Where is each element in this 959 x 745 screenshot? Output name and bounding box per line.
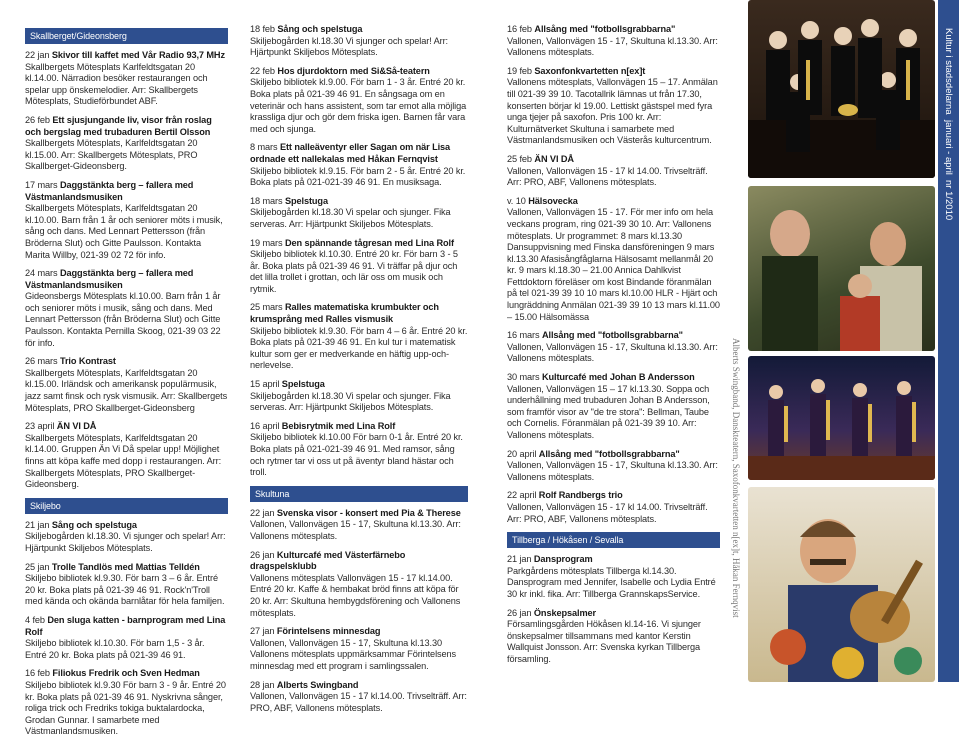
event-date: 15 april bbox=[250, 379, 280, 390]
event-name: Alberts Swingband bbox=[276, 679, 359, 690]
event-item bbox=[25, 356, 228, 414]
band-issue: nr 1/2010 bbox=[943, 180, 954, 221]
event-date: 23 april bbox=[25, 421, 55, 432]
event-text: Vallonen, Vallonvägen 15 - 17, Skultuna kl.13.30 Vallonens mötesplats uppmärksammar Förintelsens minnesdag med ett program i samlingssalen. bbox=[250, 637, 457, 671]
event-text: Gideonsbergs Mötesplats kl.10.00. Barn från 1 år och seniorer möts i musik, sång och dans. Med Lennart Pettersson (från Bröderna Slut) och Gitte Paulsson. Kontakta Pernilla Skoog, 021-39 03 22 för info. bbox=[25, 291, 221, 348]
event-text: Vallonen, Vallonvägen 15 – 17 kl.13.30. Soppa och underhållning med trubaduren Johan B Andersson, som framför visor av "de tre stora": Bellman, Taube och Cornelis. Föranmälan på 021-39 39 10. Arr: Vallonens mötesplats. bbox=[507, 383, 710, 440]
side-band bbox=[938, 0, 959, 682]
event-name: Trolle Tandlös med Mattias Telldén bbox=[51, 561, 200, 572]
event-text: Skiljebo bibliotek kl.10.30. För barn 1,5 - 3 år. Entré 20 kr. Boka plats på 021-39 46 91. bbox=[25, 638, 205, 660]
event-item bbox=[250, 680, 468, 715]
event-text: Skallbergets Mötesplats Karlfeldtsgatan 20 kl.14.00. Närradion besöker restaurangen och spelar upp önskemelodier. Arr: Skallbergets Mötesplats, Studieförbundet ABF. bbox=[25, 61, 208, 107]
event-name: Allsång med "fotbollsgrabbarna" bbox=[538, 448, 680, 459]
event-item bbox=[507, 66, 720, 147]
event-item bbox=[25, 520, 228, 555]
event-name: Spelstuga bbox=[284, 195, 328, 206]
event-name: Den sluga katten - barnprogram med Lina Rolf bbox=[25, 614, 226, 637]
event-date: 18 feb bbox=[250, 24, 275, 34]
event-item bbox=[507, 196, 720, 324]
event-item bbox=[250, 238, 468, 296]
event-name: Förintelsens minnesdag bbox=[276, 626, 381, 637]
event-date: 16 mars bbox=[507, 330, 540, 341]
event-name: Önskepsalmer bbox=[533, 607, 597, 618]
event-text: Skallbergets Mötesplats, Karlfeldtsgatan 20 kl.10.00. Barn från 1 år och seniorer möts i musik, sång och dans. Med Lennart Pettersson (från Bröderna Slut) och Gitte Paulsson. Kontakta Marita Willby, 021-39 02 72 för info. bbox=[25, 203, 223, 260]
band-title: Kultur i stadsdelarna bbox=[943, 28, 954, 115]
band-photo-art bbox=[748, 0, 935, 178]
event-text: Vallonens mötesplats Vallonvägen 15 - 17 kl.14.00. Entré 20 kr. Kaffe & hembakat bröd finns att köpa för 20 kr. Arr: Skultuna hembygdsförening och Vallonens mötesplats. bbox=[250, 572, 461, 618]
theatre-photo-art bbox=[748, 186, 935, 351]
event-name: Hälsovecka bbox=[528, 195, 578, 206]
event-date: 19 mars bbox=[250, 237, 283, 248]
event-item bbox=[507, 330, 720, 365]
event-date: 21 jan bbox=[507, 554, 532, 565]
event-item bbox=[250, 142, 468, 188]
event-item bbox=[25, 115, 228, 173]
event-date: 28 jan bbox=[250, 679, 275, 690]
event-date: 24 mars bbox=[25, 268, 58, 279]
event-name: Sång och spelstuga bbox=[51, 519, 137, 530]
event-date: v. 10 bbox=[507, 195, 526, 206]
section-header: Skallberget/Gideonsberg bbox=[25, 28, 228, 44]
event-date: 22 jan bbox=[250, 507, 275, 518]
event-text: Skiljebo bibliotek kl.10.30. Entré 20 kr. För barn 3 - 5 år. Boka plats på 021-39 46 91. Vi träffar på djur och det lilla trollet i grottan, och lär oss om musik och rytmik. bbox=[250, 249, 458, 294]
event-date: 30 mars bbox=[507, 372, 540, 383]
event-item bbox=[507, 490, 720, 525]
event-item bbox=[507, 554, 720, 600]
musician-photo-art bbox=[748, 487, 935, 682]
event-item bbox=[507, 608, 720, 666]
event-text: Skallbergets Mötesplats, Karlfeldtsgatan 20 kl.15.00. Irländsk och amerikansk populärmusik, jazz samt finsk och rysk vismusik. Arr: Skallbergets Mötesplats, PRO Skallberget-Gideonsberg bbox=[25, 367, 228, 413]
event-text: Skiljebo bibliotek kl.9.30. För barn 3 – 6 år. Entré 20 kr. Boka plats på 021-39 46 91. Rock'n'Troll med kända och okända barnlåtar för hela familjen. bbox=[25, 573, 225, 607]
event-name: ÄN VI DÅ bbox=[534, 153, 574, 164]
event-text: Vallonen, Vallonvägen 15 - 17. För mer info om hela veckans program, ring 021-39 30 10. Arr: Vallonens mötesplats. Ur programmet: 8 mars kl.13.30 Dansuppvisning med Finska dansföreningen 9 mars kl.13.30 Afasisångfåglarna Hälsosamt mellanmål 20 kr. 9 mars kl.18.30 – 21.00 Annica Dahlkvist Fettdoktorn föreläser om kost Bindande föranmälan på tel 021-39 39 10 10 mars kl.10.00 HLR - Hjärt och lungräddning Anmälan 021-39 39 10 13 mars kl.11.00 – 15.00 Hälsomässa bbox=[507, 207, 720, 322]
section-header: Skultuna bbox=[250, 486, 468, 502]
event-date: 27 jan bbox=[250, 626, 275, 637]
event-name: Svenska visor - konsert med Pia & Therese bbox=[276, 507, 461, 518]
event-item bbox=[25, 615, 228, 661]
event-item bbox=[250, 626, 468, 672]
event-text: Skiljebo bibliotek kl.9.00. För barn 1 - 3 år. Entré 20 kr. Boka plats på 021-39 46 91. En sångsaga om en veterinär och hans assistent, som tar emot alla möjliga krassliga djur och gör dem friska igen. Barnen får vara med och sjunga. bbox=[250, 77, 467, 134]
column-2 bbox=[250, 24, 468, 721]
event-date: 16 april bbox=[250, 420, 280, 431]
event-date: 25 mars bbox=[250, 302, 283, 313]
column-1 bbox=[25, 28, 228, 745]
event-name: Kulturcafé med Västerfärnebo dragspelsklubb bbox=[250, 549, 406, 572]
event-date: 26 mars bbox=[25, 356, 58, 367]
event-name: Ralles matematiska krumbukter och krumsprång med Ralles vismusik bbox=[250, 302, 439, 325]
event-name: Den spännande tågresan med Lina Rolf bbox=[284, 237, 454, 248]
event-name: Ett sjusjungande liv, visor från roslag och bergslag med trubaduren Bertil Olsson bbox=[25, 114, 212, 137]
event-item bbox=[25, 268, 228, 349]
photo-hakan-fernqvist bbox=[748, 487, 935, 682]
photo-saxofonkvartetten bbox=[748, 356, 935, 480]
photo-danskteatern bbox=[748, 186, 935, 351]
event-item bbox=[507, 372, 720, 442]
event-text: Skiljebo bibliotek kl.10.00 För barn 0-1 år. Entré 20 kr. Boka plats på 021-021-39 46 91. Med ramsor, sång och rytmer tar vi oss ut på äventyr bland hästar och troll. bbox=[250, 432, 463, 478]
event-text: Vallonen, Vallonvägen 15 - 17 kl 14.00. Trivselträff. Arr: PRO, ABF, Vallonens mötesplats. bbox=[507, 165, 708, 188]
band-period: januari - april bbox=[943, 120, 954, 175]
event-date: 22 feb bbox=[250, 65, 275, 76]
event-name: Skivor till kaffet med Vår Radio 93,7 MHz bbox=[51, 50, 225, 60]
event-item bbox=[250, 421, 468, 479]
event-text: Skiljebo bibliotek kl.9.30 För barn 3 - 9 år. Entré 20 kr. Boka plats på 021-39 46 91. Nyskrivna sånger, roliga trick och Fredriks tokiga buktalardocka, Grodan Gunnar. I samarbete med Västmanlandsmusiken. bbox=[25, 679, 226, 737]
photo-alberts-swingband bbox=[748, 0, 935, 178]
event-date: 26 feb bbox=[25, 114, 50, 125]
event-text: Vallonens mötesplats, Vallonvägen 15 – 17. Anmälan till 021-39 39 10. Tacotallrik lämnas ut från 17.30, konserten börjar kl 19.00. Lettiskt gästspel med fyra unga tjejer på saxofon. Pris 100 kr. Arr: Kulturnätverket Skultuna i samarbete med Västmanlandsmusiken och Västerås kulturcentrum. bbox=[507, 77, 718, 146]
event-item bbox=[250, 196, 468, 231]
event-date: 22 jan bbox=[25, 50, 50, 60]
event-text: Skiljebogården kl.18.30 Vi spelar och sjunger. Fika serveras. Arr: Hjärtpunkt Skiljebos Mötesplats. bbox=[250, 390, 451, 413]
event-text: Vallonen, Vallonvägen 15 - 17, Skultuna kl.13.30. Arr: Vallonens mötesplats. bbox=[250, 519, 461, 541]
event-name: Sång och spelstuga bbox=[277, 24, 363, 34]
event-date: 21 jan bbox=[25, 519, 50, 530]
event-name: Allsång med "fotbollsgrabbarna" bbox=[534, 24, 676, 34]
event-item bbox=[507, 24, 720, 59]
sax-photo-art bbox=[748, 356, 935, 480]
event-item bbox=[25, 421, 228, 491]
event-item bbox=[250, 302, 468, 372]
event-name: Spelstuga bbox=[281, 379, 325, 390]
event-name: Ett nalleäventyr eller Sagan om när Lisa ordnade ett nallekalas med Håkan Fernqvist bbox=[250, 142, 451, 164]
event-text: Vallonen, Vallonvägen 15 - 17, Skultuna kl.13.30. Arr: Vallonens mötesplats. bbox=[507, 460, 718, 482]
event-text: Vallonen, Vallonvägen 15 - 17 kl 14.00. Trivselträff. Arr: PRO, ABF, Vallonens mötesplats. bbox=[507, 501, 708, 524]
event-text: Skallbergets Mötesplats, Karlfeldtsgatan 20 kl.14.00. Gruppen Än Vi Då spelar upp! Möjlighet finns att köpa kaffe med dopp i restaurangen. Arr: Skallbergets Mötesplats, PRO Skallberget-Gideonsberg. bbox=[25, 432, 222, 490]
event-date: 22 april bbox=[507, 490, 537, 501]
event-item bbox=[507, 154, 720, 189]
event-text: Skallbergets Mötesplats, Karlfeldtsgatan 20 kl.15.00. Arr: Skallbergets Mötesplats, PRO Skallberget-Gideonsberg. bbox=[25, 138, 198, 172]
event-date: 26 jan bbox=[507, 607, 532, 618]
event-date: 17 mars bbox=[25, 179, 58, 190]
event-date: 4 feb bbox=[25, 614, 45, 625]
event-text: Skiljebo bibliotek kl.9.15. För barn 2 - 5 år. Entré 20 kr. Boka plats på 021-021-39 46 91. En musiksaga. bbox=[250, 165, 466, 188]
event-date: 25 feb bbox=[507, 153, 532, 164]
event-item bbox=[25, 180, 228, 261]
event-name: Dansprogram bbox=[533, 554, 593, 565]
event-date: 18 mars bbox=[250, 195, 283, 206]
event-name: Saxonfonkvartetten n[ex]t bbox=[534, 65, 646, 76]
event-date: 16 feb bbox=[25, 668, 50, 679]
event-text: Skiljebogården kl.18.30 Vi sjunger och spelar! Arr: Hjärtpunkt Skiljebos Mötesplats. bbox=[250, 35, 448, 58]
event-name: Filiokus Fredrik och Sven Hedman bbox=[52, 668, 200, 679]
event-item bbox=[25, 50, 228, 108]
event-name: Bebisrytmik med Lina Rolf bbox=[281, 420, 396, 431]
event-date: 26 jan bbox=[250, 549, 275, 560]
photo-credit-container bbox=[727, 338, 741, 668]
event-item bbox=[250, 550, 468, 620]
event-name: Trio Kontrast bbox=[59, 356, 116, 367]
event-text: Skiljebogården kl.18.30. Vi sjunger och spelar! Arr: Hjärtpunkt Skiljebos Mötesplats. bbox=[25, 531, 226, 553]
event-name: Daggstänkta berg – fallera med Västmanlandsmusiken bbox=[25, 268, 194, 290]
event-date: 19 feb bbox=[507, 65, 532, 76]
photo-credit: Alberts Swingband, Danskteatern, Saxofonkvartetten n[ex]t, Håkan Fernqvist bbox=[731, 338, 741, 618]
event-text: Skiljebogården kl.18.30 Vi spelar och sjunger. Fika serveras. Arr: Hjärtpunkt Skiljebos Mötesplats. bbox=[250, 207, 451, 229]
event-name: Hos djurdoktorn med Si&Så-teatern bbox=[277, 65, 430, 76]
event-date: 16 feb bbox=[507, 24, 532, 34]
event-text: Vallonen, Vallonvägen 15 - 17, Skultuna kl.13.30. Arr: Vallonens mötesplats. bbox=[507, 341, 718, 364]
section-header: Tillberga / Hökåsen / Sevalla bbox=[507, 532, 720, 548]
event-text: Vallonen, Vallonvägen 15 - 17, Skultuna kl.13.30. Arr: Vallonens mötesplats. bbox=[507, 35, 718, 58]
event-item bbox=[250, 66, 468, 136]
event-text: Skiljebo bibliotek kl.9.30. För barn 4 – 6 år. Entré 20 kr. Boka plats på 021-39 46 91. En kul tur i matematisk kultur som ger er medverkande en häftig upp-och-nerlevelse. bbox=[250, 325, 468, 371]
event-date: 25 jan bbox=[25, 561, 50, 572]
event-item bbox=[25, 562, 228, 608]
event-item bbox=[250, 24, 468, 59]
event-text: Församlingsgården Hökåsen kl.14-16. Vi sjunger önskepsalmer tillsammans med kantor Kerstin Wallquist Jonsson. Arr: Svenska kyrkan Tillberga församling. bbox=[507, 619, 701, 664]
section-header: Skiljebo bbox=[25, 498, 228, 514]
event-item bbox=[250, 508, 468, 543]
event-text: Vallonen, Vallonvägen 15 - 17 kl.14.00. Trivselträff. Arr: PRO, ABF, Vallonens mötesplats. bbox=[250, 691, 467, 713]
event-name: Allsång med "fotbollsgrabbarna" bbox=[541, 330, 683, 341]
event-name: ÄN VI DÅ bbox=[56, 421, 97, 432]
event-item bbox=[25, 668, 228, 738]
photo-strip bbox=[748, 0, 938, 682]
event-date: 8 mars bbox=[250, 142, 278, 153]
event-name: Daggstänkta berg – fallera med Västmanlandsmusiken bbox=[25, 179, 194, 202]
column-3 bbox=[507, 24, 720, 673]
event-date: 20 april bbox=[507, 448, 537, 459]
event-text: Parkgårdens mötesplats Tillberga kl.14.30. Dansprogram med Jennifer, Isabelle och Lydia Entré 30 kr inkl. fika. Arr: Tillberga GrannskapsService. bbox=[507, 565, 716, 599]
event-item bbox=[250, 379, 468, 414]
event-name: Kulturcafé med Johan B Andersson bbox=[541, 372, 695, 383]
event-name: Rolf Randbergs trio bbox=[538, 490, 623, 501]
event-item bbox=[507, 449, 720, 484]
